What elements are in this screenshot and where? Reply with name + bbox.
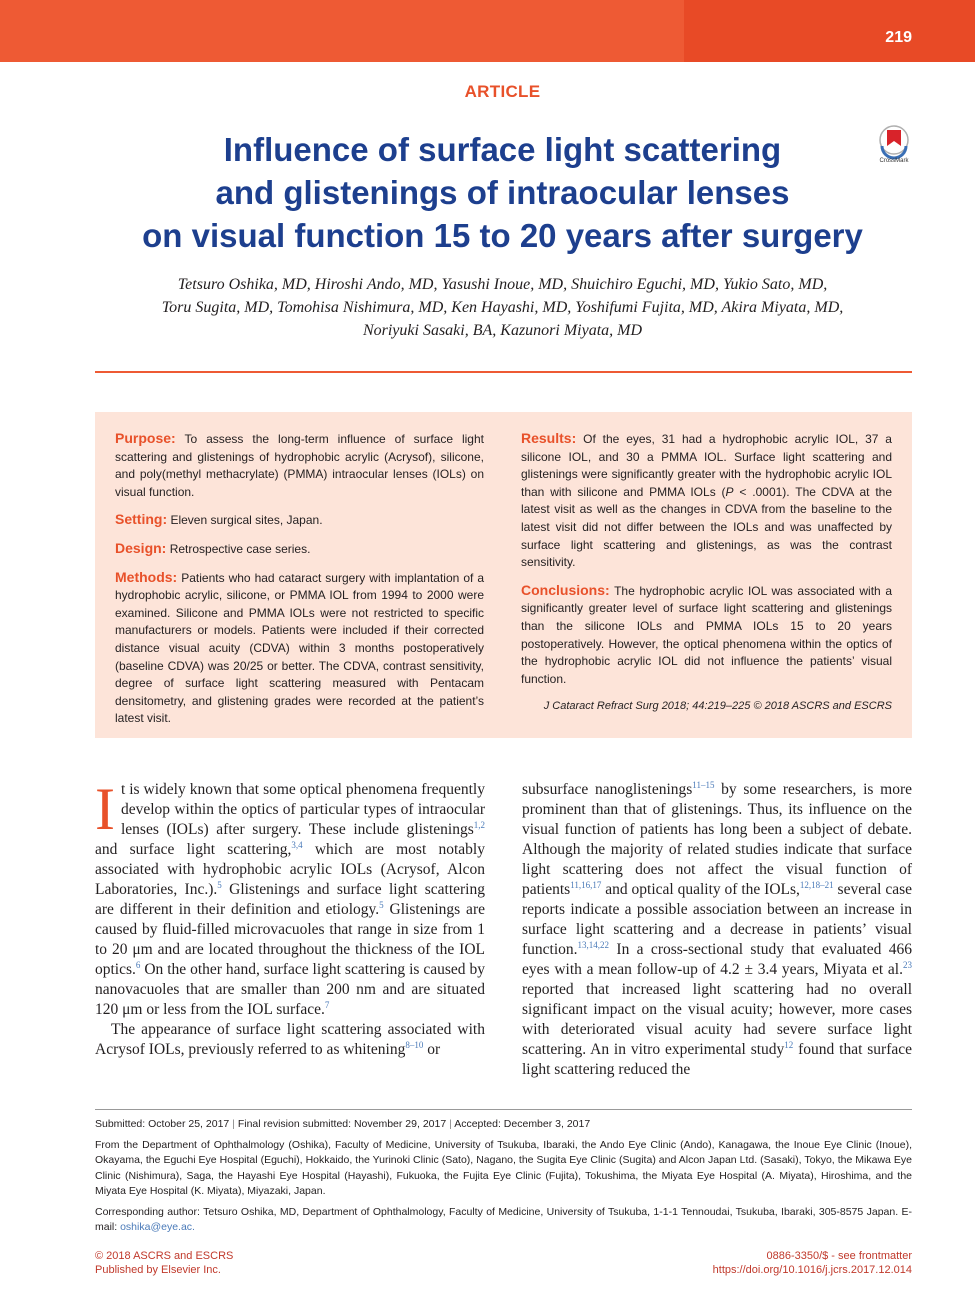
author-line-2: Toru Sugita, MD, Tomohisa Nishimura, MD, Ken Hayashi, MD, Yoshifumi Fujita, MD, Akira Miyata, MD, bbox=[161, 299, 844, 316]
reference-link[interactable]: 5 bbox=[217, 879, 222, 890]
page-number: 219 bbox=[885, 29, 912, 46]
abstract-right-column bbox=[521, 430, 892, 726]
setting-text: Eleven surgical sites, Japan. bbox=[170, 513, 323, 528]
reference-link[interactable]: 12,18–21 bbox=[799, 879, 834, 890]
body-text: subsurface nanoglistenings bbox=[522, 781, 693, 798]
corresponding-text: Corresponding author: Tetsuro Oshika, MD, Department of Ophthalmology, Faculty of Medicine, University of Tsukuba, 1-1-1 Tennoudai, Tsukuba, Ibaraki, 305-8575 Japan. E-mail: bbox=[95, 1205, 912, 1233]
body-text: In a cross-sectional study that evaluated 466 eyes with a mean follow-up of 4.2 ± 3.4 years, Miyata et al. bbox=[522, 941, 912, 978]
results-text-b: < .0001). The CDVA at the latest visit as well as the changes in CDVA from the baseline to the latest visit did not differ between the IOLs and was unaffected by surface light scattering and glistenings, as was the contrast sensitivity. bbox=[521, 484, 892, 570]
body-text: t is widely known that some optical phenomena frequently develop within the optics of particular types of intraocular lenses (IOLs) after surgery. These include glistenings bbox=[120, 781, 485, 838]
copyright: © 2018 ASCRS and ESCRS bbox=[95, 1250, 234, 1262]
body-text: The appearance of surface light scattering associated with Acrysof IOLs, previously referred to as whitening bbox=[95, 1021, 485, 1058]
body-paragraph-3 bbox=[522, 780, 912, 1080]
title-line-1: Influence of surface light scattering bbox=[223, 131, 782, 168]
body-text: reported that increased light scattering had no overall significant impact on the visual acuity; however, more cases with deteriorated visual acuity had severe surface light scattering. An in vitro experimental study bbox=[522, 981, 912, 1058]
body-text: found that surface light scattering reduced the bbox=[522, 1041, 912, 1078]
purpose-section bbox=[115, 430, 484, 501]
conclusions-text: The hydrophobic acrylic IOL was associated with a significantly greater level of surface light scattering and glistenings than the silicone IOLs and PMMA IOLs 15 to 20 years postoperatively. However, the optical phenomena within the optics of the hydrophobic acrylic IOL did not influence the patients’ visual function. bbox=[521, 583, 892, 686]
author-list bbox=[90, 273, 915, 342]
body-text: several case reports indicate a possible association between an increase in surface light scattering and a decrease in patients’ visual function. bbox=[522, 881, 913, 958]
footnotes bbox=[95, 1117, 912, 1241]
design-label: Design: bbox=[115, 539, 167, 556]
corresponding-author bbox=[95, 1205, 912, 1236]
results-p-value: P bbox=[725, 484, 734, 499]
reference-link[interactable]: 11–15 bbox=[692, 779, 715, 790]
crossmark-logo[interactable] bbox=[876, 124, 912, 164]
reference-link[interactable]: 13,14,22 bbox=[577, 939, 610, 950]
reference-link[interactable]: 5 bbox=[379, 899, 384, 910]
methods-section bbox=[115, 569, 484, 728]
doi-link[interactable]: https://doi.org/10.1016/j.jcrs.2017.12.014 bbox=[712, 1264, 912, 1276]
title-divider bbox=[95, 371, 912, 373]
methods-text: Patients who had cataract surgery with implantation of a hydrophobic acrylic, silicone, or PMMA IOL from 1994 to 2000 were examined. Silicone and PMMA IOLs were not restricted to specific manufacturers or models. Patients were included if their corrected distance visual acuity (CDVA) within 3 months postoperatively (baseline CDVA) was 20/25 or better. The CDVA, contrast sensitivity, degree of surface light scattering measured with Pentacam densitometry, and glistening grades were recorded at the patient’s latest visit. bbox=[115, 570, 484, 726]
abstract-box bbox=[95, 412, 912, 738]
copyright-block bbox=[95, 1249, 233, 1277]
setting-section bbox=[115, 511, 484, 530]
reference-link[interactable]: 8–10 bbox=[405, 1039, 424, 1050]
purpose-text: To assess the long-term influence of surface light scattering and glistenings of hydrophobic acrylic (Acrysof), silicone, and poly(methyl methacrylate) (PMMA) intraocular lenses (IOLs) on visual function. bbox=[115, 432, 484, 499]
publisher: Published by Elsevier Inc. bbox=[95, 1264, 221, 1276]
body-paragraph-2 bbox=[95, 1020, 485, 1060]
footnote-divider bbox=[95, 1109, 912, 1110]
body-text: Glistenings are caused by fluid-filled microvacuoles that range in size from 1 to 20 μm and are located throughout the thickness of the IOL optics. bbox=[95, 901, 485, 978]
purpose-label: Purpose: bbox=[115, 430, 176, 446]
design-section bbox=[115, 540, 484, 559]
title-line-3: on visual function 15 to 20 years after surgery bbox=[142, 217, 863, 254]
revision-date: Final revision submitted: November 29, 2017 bbox=[237, 1118, 447, 1130]
conclusions-label: Conclusions: bbox=[521, 581, 610, 598]
submitted-date: Submitted: October 25, 2017 bbox=[95, 1118, 230, 1130]
body-text: which are most notably associated with hydrophobic acrylic IOLs (Acrysof, Alcon Laboratories, Inc.). bbox=[95, 841, 485, 898]
conclusions-section bbox=[521, 582, 892, 689]
body-text: and surface light scattering, bbox=[95, 841, 292, 858]
reference-link[interactable]: 12 bbox=[784, 1039, 794, 1050]
submission-dates bbox=[95, 1117, 912, 1133]
title-line-2: and glistenings of intraocular lenses bbox=[215, 174, 790, 211]
author-line-3: Noriyuki Sasaki, BA, Kazunori Miyata, MD bbox=[362, 322, 643, 339]
accepted-date: Accepted: December 3, 2017 bbox=[454, 1118, 591, 1130]
reference-link[interactable]: 1,2 bbox=[473, 819, 485, 830]
body-left-column bbox=[95, 776, 485, 1060]
reference-link[interactable]: 23 bbox=[903, 959, 912, 970]
methods-label: Methods: bbox=[115, 568, 178, 585]
crossmark-label: CrossMark bbox=[879, 158, 909, 164]
separator: | bbox=[449, 1118, 452, 1130]
abstract-left-column bbox=[115, 430, 484, 738]
section-label: ARTICLE bbox=[464, 82, 541, 101]
reference-link[interactable]: 11,16,17 bbox=[570, 879, 602, 890]
journal-citation: J Cataract Refract Surg 2018; 44:219–225 © 2018 ASCRS and ESCRS bbox=[543, 700, 892, 713]
body-right-column bbox=[522, 780, 912, 1080]
body-text: and optical quality of the IOLs, bbox=[601, 881, 800, 898]
body-text: On the other hand, surface light scattering is caused by nanovacuoles that are smaller than 200 nm and are situated 120 μm or less from the IOL surface. bbox=[95, 961, 485, 1018]
drop-cap: I bbox=[95, 776, 115, 842]
top-color-band-right bbox=[684, 0, 975, 62]
email-link[interactable]: oshika@eye.ac. bbox=[120, 1221, 195, 1233]
doi-block bbox=[713, 1249, 912, 1277]
article-title bbox=[90, 128, 915, 257]
design-text: Retrospective case series. bbox=[169, 541, 311, 556]
crossmark-icon bbox=[876, 124, 912, 164]
results-label: Results: bbox=[521, 430, 577, 446]
results-text-a: Of the eyes, 31 had a hydrophobic acrylic IOL, 37 a silicone IOL, and 30 a PMMA IOL. Surface light scattering and glistenings were significantly greater with the hydrophobic acrylic IOL than with silicone and PMMA IOLs ( bbox=[521, 432, 892, 499]
author-line-1: Tetsuro Oshika, MD, Hiroshi Ando, MD, Yasushi Inoue, MD, Shuichiro Eguchi, MD, Yukio Sato, MD, bbox=[177, 276, 828, 293]
reference-link[interactable]: 7 bbox=[324, 999, 330, 1010]
affiliations: From the Department of Ophthalmology (Oshika), Faculty of Medicine, University of Tsukuba, Ibaraki, the Ando Eye Clinic (Ando), Kanagawa, the Inoue Eye Clinic (Inoue), Okayama, the Eguchi Eye Hospital (Eguchi), Hokkaido, the Yurinoki Clinic (Sato), Nagano, the Sugita Eye Clinic (Sugita) and Alcon Japan Ltd. (Sasaki), Tokyo, the Mikawa Eye Clinic (Nishimura), Saga, the Hayashi Eye Hospital (Hayashi), Fukuoka, the Fujita Eye Clinic (Fujita), Tokushima, the Miyata Eye Hospital (A. Miyata), Hiroshima, and the Miyata Eye Hospital (K. Miyata), Miyazaki, Japan. bbox=[95, 1138, 912, 1197]
body-paragraph-1 bbox=[95, 776, 485, 1020]
separator: | bbox=[232, 1118, 235, 1130]
issn: 0886-3350/$ - see frontmatter bbox=[766, 1250, 912, 1262]
body-text: by some researchers, is more prominent than that of glistenings. Thus, its influence on the visual function of patients has long been a subject of debate. Although the majority of related studies indicate that surface light scattering does not affect the visual function of patients bbox=[522, 781, 912, 898]
reference-link[interactable]: 6 bbox=[135, 959, 141, 970]
body-text: or bbox=[423, 1041, 441, 1058]
body-text: Glistenings and surface light scattering are different in their definition and etiology. bbox=[95, 881, 485, 918]
setting-label: Setting: bbox=[115, 511, 168, 528]
results-section bbox=[521, 430, 892, 572]
reference-link[interactable]: 3,4 bbox=[291, 839, 303, 850]
